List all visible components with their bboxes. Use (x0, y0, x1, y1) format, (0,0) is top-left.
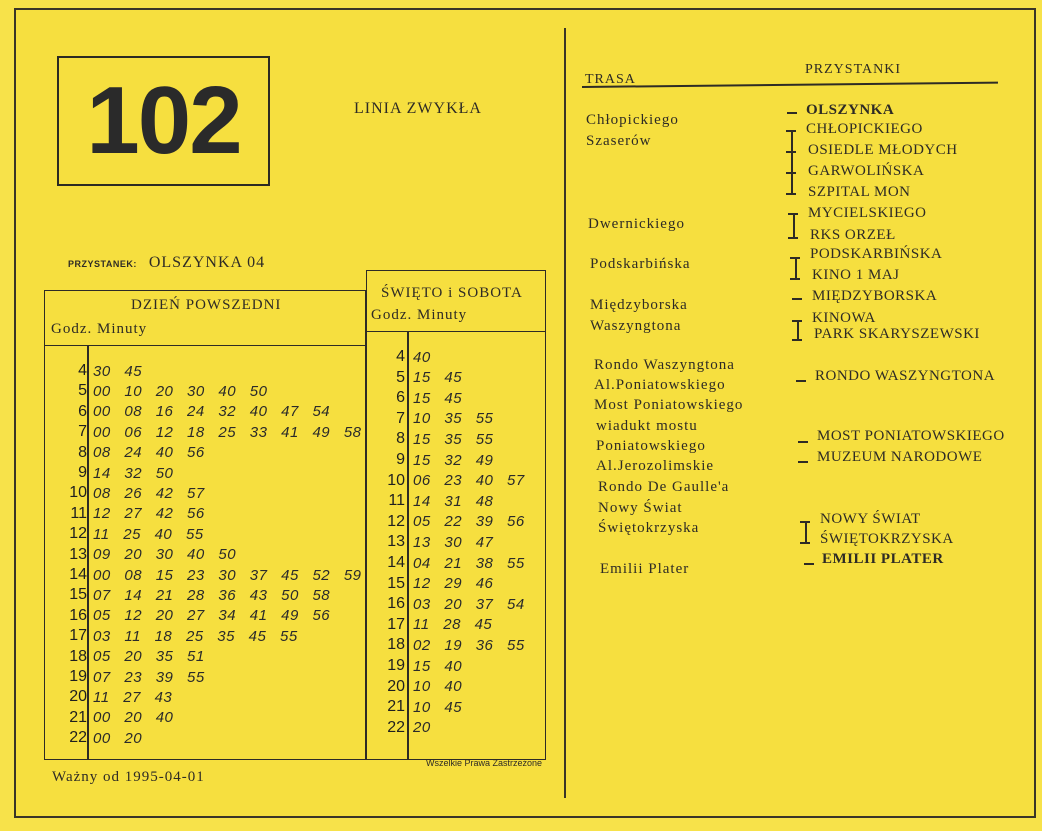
line-type: LINIA ZWYKŁA (354, 100, 482, 117)
route-street: Emilii Plater (600, 561, 690, 577)
route-stop: OLSZYNKA (806, 102, 895, 118)
hour-cell: 20 (69, 688, 87, 706)
minutes-cell: 05 22 39 56 (413, 513, 525, 531)
timetable-row (45, 463, 365, 483)
route-stop: MOST PONIATOWSKIEGO (817, 428, 1005, 444)
line-number: 102 (86, 67, 241, 174)
minutes-cell: 00 08 16 24 32 40 47 54 (93, 403, 331, 421)
timetable-row (367, 471, 545, 491)
stop-tick (786, 172, 796, 174)
holiday-table-header (367, 271, 545, 332)
hour-cell: 17 (387, 615, 405, 633)
route-stop: OSIEDLE MŁODYCH (808, 142, 958, 158)
route-stop: MYCIELSKIEGO (808, 205, 927, 221)
stop-tick (786, 130, 796, 132)
stops-header: PRZYSTANKI (805, 62, 901, 77)
hour-cell: 8 (78, 443, 87, 461)
stop-dash (798, 461, 808, 463)
hour-cell: 22 (387, 718, 405, 736)
hour-cell: 17 (69, 627, 87, 645)
hour-cell: 20 (387, 677, 405, 695)
minutes-cell: 10 35 55 (413, 410, 494, 428)
timetable-row (367, 512, 545, 532)
route-street: Szaserów (586, 133, 652, 149)
holiday-title: ŚWIĘTO i SOBOTA (381, 285, 523, 301)
minutes-cell: 15 45 (413, 369, 463, 387)
route-street: Dwernickiego (588, 216, 685, 232)
stop-tick (786, 193, 796, 195)
minutes-cell: 10 40 (413, 678, 463, 696)
minutes-cell: 00 06 12 18 25 33 41 49 58 (93, 423, 362, 441)
route-stop: KINO 1 MAJ (812, 267, 900, 283)
timetable-row (367, 594, 545, 614)
route-stop: NOWY ŚWIAT (820, 511, 921, 527)
hour-cell: 11 (388, 492, 405, 510)
minutes-cell: 02 19 36 55 (413, 636, 525, 654)
minutes-cell: 12 27 42 56 (93, 505, 205, 523)
route-street: Międzyborska (590, 297, 688, 313)
weekday-table (44, 290, 366, 760)
route-stop: PODSKARBIŃSKA (810, 246, 943, 262)
timetable-row (45, 626, 365, 646)
hour-cell: 21 (69, 708, 87, 726)
timetable-row (45, 524, 365, 544)
stop-group-bracket (795, 257, 797, 279)
route-stop: CHŁOPICKIEGO (806, 121, 923, 137)
timetable-row (45, 443, 365, 463)
timetable-row (45, 708, 365, 728)
minutes-cell: 00 20 40 (93, 709, 174, 727)
timetable-row (45, 422, 365, 442)
hour-cell: 10 (69, 484, 87, 502)
route-street: Al.Poniatowskiego (594, 377, 726, 393)
hour-cell: 13 (69, 545, 87, 563)
timetable-row (367, 368, 545, 388)
weekday-subheader: Godz. Minuty (51, 321, 148, 337)
timetable-row (45, 667, 365, 687)
hour-cell: 19 (69, 668, 87, 685)
minutes-cell: 03 20 37 54 (413, 595, 525, 613)
hour-cell: 15 (69, 586, 87, 604)
minutes-cell: 15 40 (413, 657, 463, 675)
route-stop: KINOWA (812, 310, 876, 326)
weekday-title: DZIEŃ POWSZEDNI (131, 297, 282, 313)
minutes-cell: 06 23 40 57 (413, 472, 525, 490)
hour-cell: 6 (78, 402, 87, 420)
timetable-row (367, 429, 545, 449)
stop-dash (796, 380, 806, 382)
minutes-cell: 40 (413, 348, 431, 366)
route-stop: ŚWIĘTOKRZYSKA (820, 531, 954, 547)
stop-tick (790, 278, 800, 280)
route-stop: RKS ORZEŁ (810, 227, 896, 243)
stop-tick (788, 213, 798, 215)
timetable-row (45, 606, 365, 626)
hour-cell: 19 (387, 657, 405, 674)
minutes-cell: 13 30 47 (413, 533, 494, 551)
hour-cell: 8 (396, 430, 405, 448)
stop-dash (787, 112, 797, 114)
minutes-cell: 07 23 39 55 (93, 668, 205, 686)
route-header: TRASA (585, 72, 636, 87)
minutes-cell: 15 45 (413, 389, 463, 407)
stop-group-bracket (805, 521, 807, 543)
timetable-row (367, 615, 545, 635)
timetable-row (45, 687, 365, 707)
minutes-cell: 04 21 38 55 (413, 554, 525, 572)
route-stop: GARWOLIŃSKA (808, 163, 925, 179)
rights-notice: Wszelkie Prawa Zastrzeżone (426, 758, 543, 768)
timetable-row (367, 656, 545, 676)
hour-cell: 16 (387, 595, 405, 613)
minutes-cell: 03 11 18 25 35 45 55 (93, 627, 298, 645)
valid-from: Ważny od 1995-04-01 (52, 769, 205, 785)
hour-cell: 11 (70, 504, 87, 522)
stop-dash (792, 298, 802, 300)
minutes-cell: 20 (413, 719, 431, 737)
stop-tick (800, 521, 810, 523)
minutes-cell: 15 32 49 (413, 451, 494, 469)
hour-cell: 21 (387, 698, 405, 716)
route-stop: EMILII PLATER (822, 551, 944, 567)
timetable-row (45, 565, 365, 585)
hour-cell: 22 (69, 729, 87, 747)
timetable-row (367, 697, 545, 717)
minutes-cell: 12 29 46 (413, 575, 494, 593)
holiday-subheader: Godz. Minuty (371, 307, 468, 323)
timetable-row (45, 585, 365, 605)
hour-cell: 9 (396, 451, 405, 468)
hour-cell: 13 (387, 533, 405, 551)
stop-group-bracket (793, 213, 795, 238)
hour-cell: 18 (387, 636, 405, 654)
minutes-cell: 00 08 15 23 30 37 45 52 59 (93, 566, 362, 584)
stop-tick (792, 320, 802, 322)
hour-cell: 14 (387, 554, 405, 571)
route-street: Rondo De Gaulle'a (598, 479, 730, 495)
timetable-row (45, 402, 365, 422)
hour-cell: 4 (396, 348, 405, 365)
minutes-cell: 08 26 42 57 (93, 484, 205, 502)
route-street: Nowy Świat (598, 500, 683, 516)
timetable-row (45, 545, 365, 565)
weekday-table-header (45, 291, 365, 346)
stop-dash (798, 441, 808, 443)
timetable-row (45, 361, 365, 381)
minutes-cell: 11 27 43 (93, 688, 173, 706)
hour-cell: 12 (387, 512, 405, 530)
timetable-row (45, 728, 365, 748)
hour-cell: 6 (396, 389, 405, 407)
hour-cell: 18 (69, 647, 87, 665)
minutes-cell: 08 24 40 56 (93, 444, 205, 462)
hour-cell: 12 (69, 525, 87, 543)
route-street: Podskarbińska (590, 256, 691, 272)
stop-tick (790, 257, 800, 259)
stop-tick (788, 237, 798, 239)
minutes-cell: 15 35 55 (413, 430, 494, 448)
minutes-cell: 05 20 35 51 (93, 648, 205, 666)
hour-cell: 4 (78, 362, 87, 379)
holiday-table (366, 270, 546, 760)
stop-tick (800, 542, 810, 544)
timetable-row (367, 491, 545, 511)
timetable-row (367, 553, 545, 573)
timetable-row (367, 574, 545, 594)
route-stop: SZPITAL MON (808, 184, 911, 200)
timetable-row (45, 504, 365, 524)
timetable-row (367, 718, 545, 738)
minutes-cell: 14 31 48 (413, 492, 494, 510)
hour-cell: 15 (387, 574, 405, 592)
stop-row (68, 254, 265, 272)
stop-tick (792, 339, 802, 341)
route-street: Most Poniatowskiego (594, 397, 744, 413)
timetable-row (367, 347, 545, 367)
minutes-cell: 11 25 40 55 (93, 525, 204, 543)
hour-cell: 16 (69, 606, 87, 624)
route-street: wiadukt mostu (596, 418, 698, 434)
route-street: Świętokrzyska (598, 520, 700, 536)
route-stop: PARK SKARYSZEWSKI (814, 326, 980, 342)
timetable-row (367, 635, 545, 655)
minutes-cell: 30 45 (93, 362, 143, 380)
route-street: Waszyngtona (590, 318, 682, 334)
timetable-row (45, 381, 365, 401)
route-stop: MUZEUM NARODOWE (817, 449, 983, 465)
timetable-row (367, 450, 545, 470)
minutes-cell: 00 10 20 30 40 50 (93, 382, 268, 400)
center-divider (564, 28, 566, 798)
hour-cell: 5 (78, 382, 87, 400)
hour-cell: 5 (396, 368, 405, 386)
hour-cell: 7 (396, 409, 405, 427)
stop-dash (804, 563, 814, 565)
stop-tick (786, 151, 796, 153)
minutes-cell: 10 45 (413, 698, 463, 716)
line-number-box (57, 56, 270, 186)
stop-name: OLSZYNKA 04 (148, 254, 266, 271)
timetable-row (45, 647, 365, 667)
minutes-cell: 05 12 20 27 34 41 49 56 (93, 607, 331, 625)
timetable-row (367, 677, 545, 697)
timetable-row (367, 388, 545, 408)
timetable-row (367, 409, 545, 429)
timetable-row (367, 532, 545, 552)
route-stop: RONDO WASZYNGTONA (815, 368, 996, 384)
minutes-cell: 09 20 30 40 50 (93, 546, 237, 564)
hour-cell: 9 (78, 464, 87, 481)
hour-cell: 14 (69, 566, 87, 583)
minutes-cell: 07 14 21 28 36 43 50 58 (93, 586, 331, 604)
hour-cell: 10 (387, 471, 405, 489)
route-stop: MIĘDZYBORSKA (812, 288, 938, 304)
route-street: Chłopickiego (586, 112, 679, 128)
stop-group-bracket (791, 130, 793, 194)
timetable-row (45, 483, 365, 503)
stop-label: PRZYSTANEK: (68, 259, 137, 269)
minutes-cell: 14 32 50 (93, 464, 174, 482)
hour-cell: 7 (78, 423, 87, 441)
minutes-cell: 11 28 45 (413, 616, 493, 634)
route-street: Al.Jerozolimskie (596, 458, 715, 474)
route-street: Rondo Waszyngtona (594, 357, 735, 373)
stop-group-bracket (797, 320, 799, 340)
route-street: Poniatowskiego (596, 438, 706, 454)
minutes-cell: 00 20 (93, 729, 143, 747)
